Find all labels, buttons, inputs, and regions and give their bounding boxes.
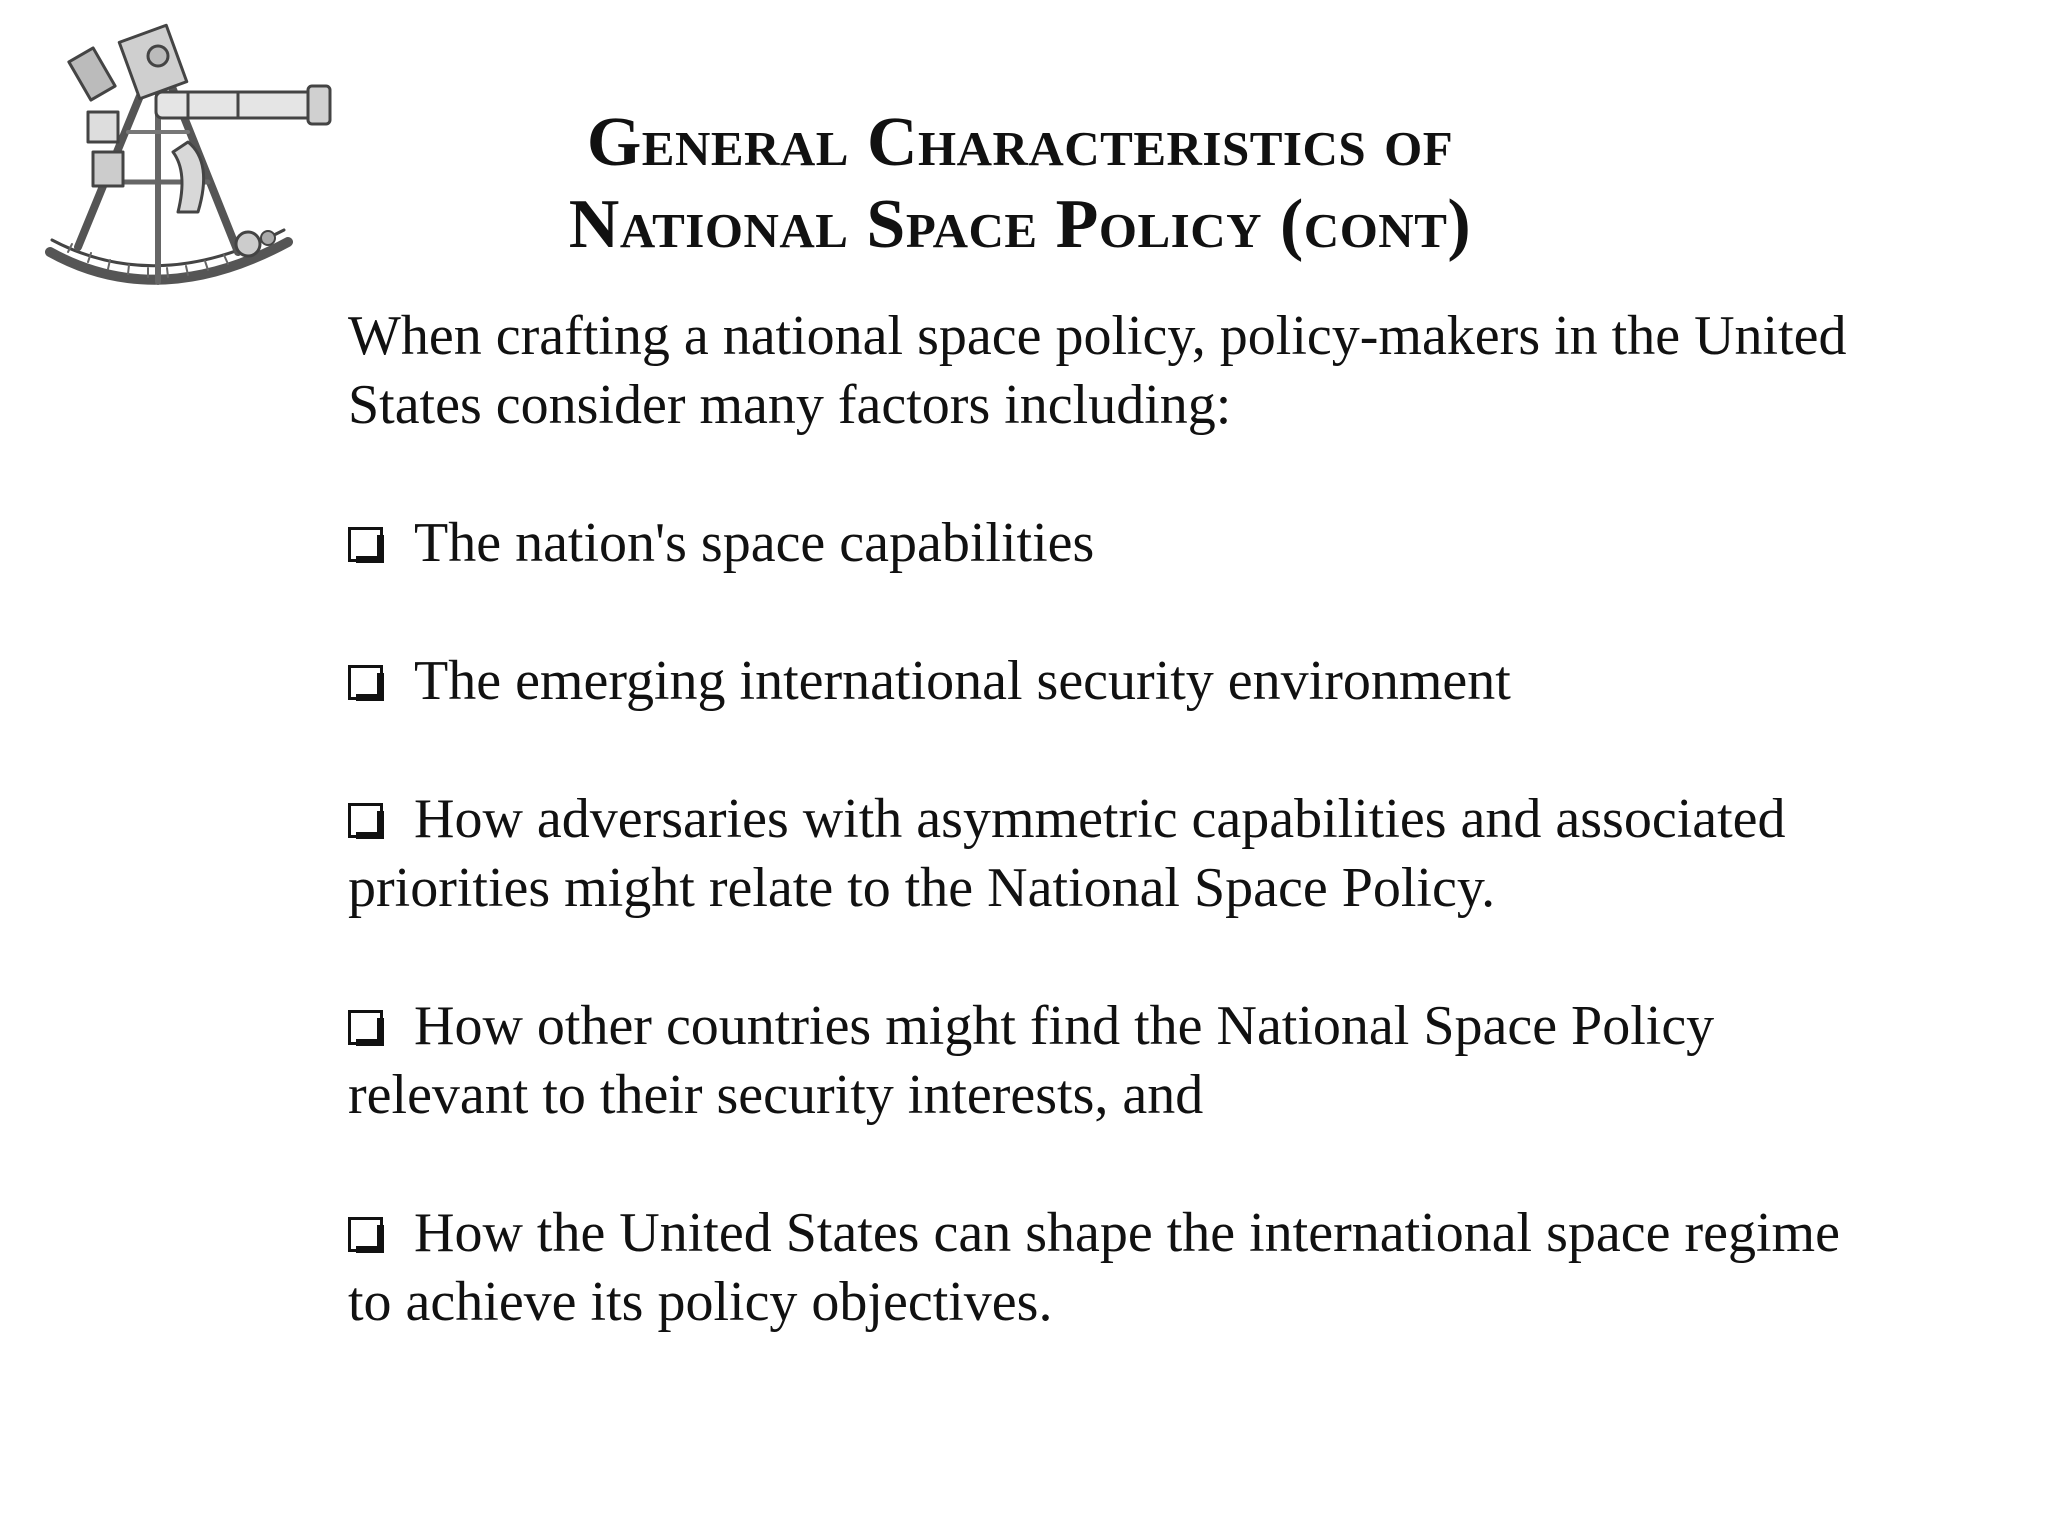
bullet-item <box>348 509 1848 578</box>
checkbox-bullet-icon <box>348 665 384 701</box>
bullet-item <box>348 647 1848 716</box>
bullet-item <box>348 785 1848 923</box>
checkbox-bullet-icon <box>348 1217 384 1253</box>
intro-paragraph: When crafting a national space policy, policy-makers in the United States consider many factors including: <box>348 305 1847 436</box>
bullet-text: How the United States can shape the international space regime to achieve its policy objectives. <box>348 1202 1840 1333</box>
slide-title-line-2: National Space Policy (cont) <box>568 186 1472 263</box>
sextant-icon <box>38 12 358 322</box>
checkbox-bullet-icon <box>348 803 384 839</box>
bullet-text: How other countries might find the National Space Policy relevant to their security interests, and <box>348 995 1715 1126</box>
slide-title <box>380 102 1660 266</box>
checkbox-bullet-icon <box>348 1010 384 1046</box>
bullet-text: The emerging international security environment <box>414 650 1511 712</box>
checkbox-bullet-icon <box>348 527 384 563</box>
bullet-text: How adversaries with asymmetric capabilities and associated priorities might relate to the National Space Policy. <box>348 788 1786 919</box>
bullet-item <box>348 992 1848 1130</box>
bullet-item <box>348 1199 1848 1337</box>
bullet-text: The nation's space capabilities <box>414 512 1095 574</box>
slide-title-line-1: General Characteristics of <box>586 104 1454 181</box>
slide-body <box>348 302 1848 1406</box>
